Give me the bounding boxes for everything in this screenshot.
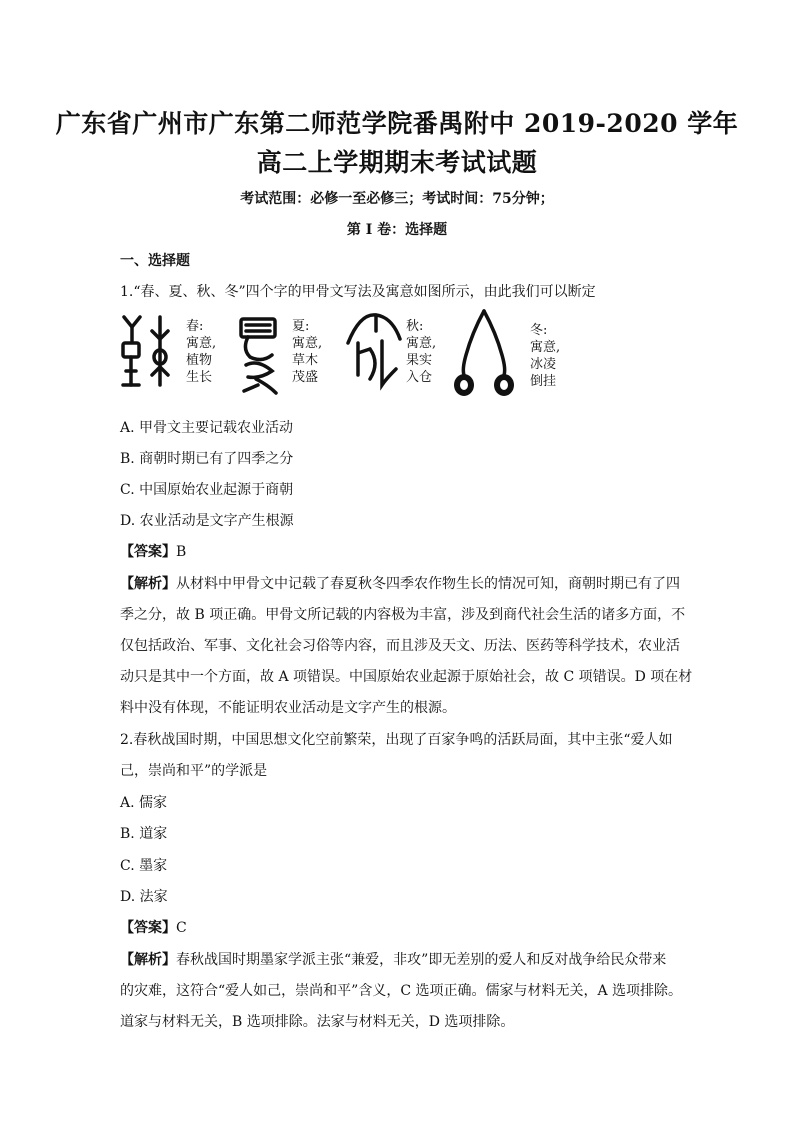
document-title-line2: 高二上学期期末考试试题 — [256, 148, 538, 177]
q2-stem-line1: 2.春秋战国时期，中国思想文化空前繁荣，出现了百家争鸣的活跃局面，其中主张“爱人如 — [120, 732, 673, 748]
q1-option-a: A. 甲骨文主要记载农业活动 — [120, 420, 294, 436]
q2-analysis-line2: 的灾难，这符合“爱人如己，崇尚和平”含义，C 选项正确。儒家与材料无关，A 选项排除。 — [120, 983, 683, 999]
q1-analysis-line2: 季之分，故 B 项正确。甲骨文所记载的内容极为丰富，涉及到商代社会生活的诸多方面，不 — [120, 607, 686, 623]
q1-analysis-line3: 仅包括政治、军事、文化社会习俗等内容，而且涉及天文、历法、医药等科学技术，农业活 — [120, 638, 680, 654]
autumn-caption: 秋: 寓意, 果实 入仓 — [406, 319, 437, 385]
q1-answer: 【答案】B — [120, 544, 187, 560]
q2-analysis-line1: 【解析】春秋战国时期墨家学派主张“兼爱，非攻”即无差别的爱人和反对战争给民众带来 — [120, 952, 667, 968]
q1-analysis-line1: 【解析】从材料中甲骨文中记载了春夏秋冬四季农作物生长的情况可知，商朝时期已有了四 — [120, 576, 680, 592]
part-heading: 第 I 卷：选择题 — [346, 222, 448, 238]
q2-option-c: C. 墨家 — [120, 858, 168, 874]
spring-caption: 春: 寓意, 植物 生长 — [186, 319, 217, 385]
autumn-glyph — [348, 315, 400, 385]
summer-glyph — [241, 319, 276, 393]
q2-analysis-line3: 道家与材料无关，B 选项排除。法家与材料无关，D 选项排除。 — [120, 1014, 515, 1030]
spring-glyph — [123, 317, 168, 385]
section-heading: 一、选择题 — [120, 253, 190, 269]
winter-glyph — [463, 311, 504, 375]
q2-stem-line2: 己，崇尚和平”的学派是 — [120, 763, 268, 779]
summer-caption: 夏: 寓意, 草木 茂盛 — [292, 319, 323, 385]
q2-answer: 【答案】C — [120, 920, 187, 936]
q1-analysis-line4: 动只是其中一个方面，故 A 项错误。中国原始农业起源于原始社会，故 C 项错误。D 项在材 — [120, 669, 693, 685]
q2-option-a: A. 儒家 — [120, 795, 168, 811]
q1-option-d: D. 农业活动是文字产生根源 — [120, 513, 294, 529]
winter-caption: 冬: 寓意, 冰凌 倒挂 — [530, 323, 561, 389]
q1-option-c: C. 中国原始农业起源于商朝 — [120, 482, 294, 498]
exam-info: 考试范围：必修一至必修三；考试时间：75分钟； — [240, 191, 554, 207]
q1-option-b: B. 商朝时期已有了四季之分 — [120, 451, 294, 467]
q2-option-d: D. 法家 — [120, 889, 168, 905]
q1-analysis-line5: 料中没有体现，不能证明农业活动是文字产生的根源。 — [120, 700, 456, 716]
document-title-line1: 广东省广州市广东第二师范学院番禺附中 2019-2020 学年 — [55, 109, 739, 138]
q1-stem: 1.“春、夏、秋、冬”四个字的甲骨文写法及寓意如图所示，由此我们可以断定 — [120, 284, 596, 300]
q2-option-b: B. 道家 — [120, 826, 168, 842]
